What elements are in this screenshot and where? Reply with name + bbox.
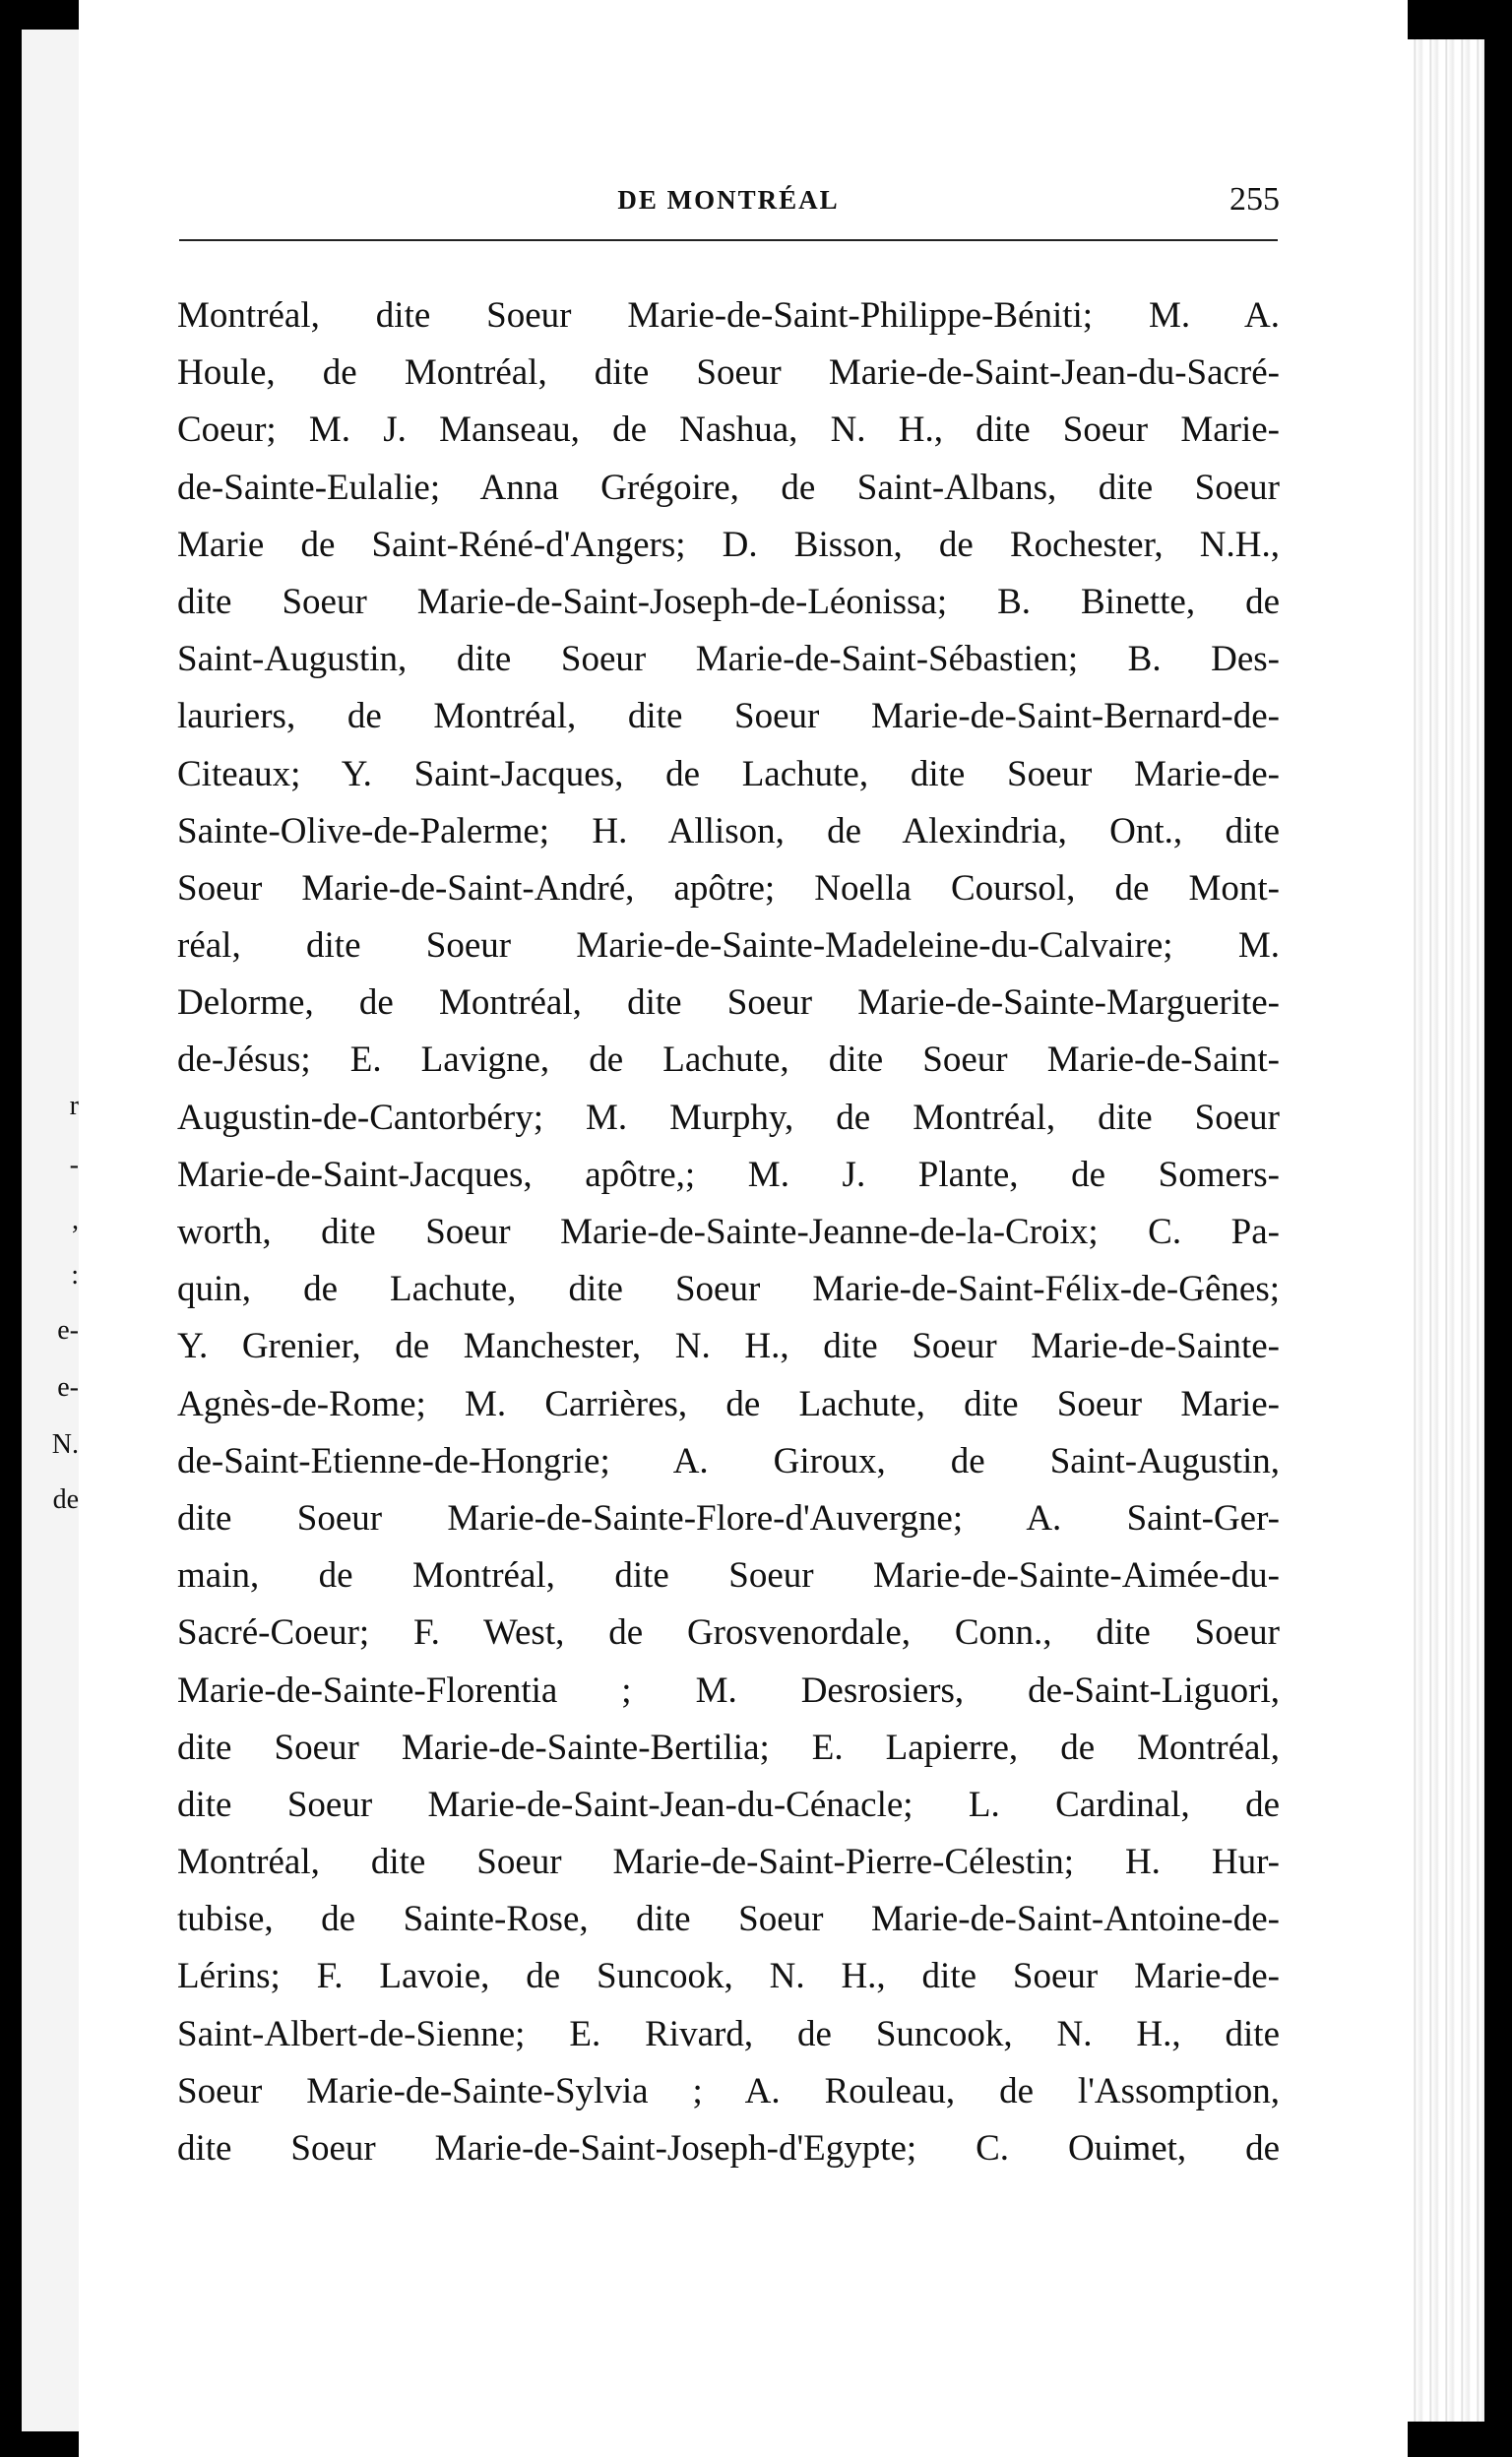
page-stack-edge [1408, 39, 1484, 2422]
text-line: de-Jésus; E. Lavigne, de Lachute, dite Soeur Marie-de-Saint- [177, 1040, 1280, 1081]
page-header [177, 181, 1280, 224]
text-line: tubise, de Sainte-Rose, dite Soeur Marie-de-Saint-Antoine-de- [177, 1899, 1280, 1940]
text-line: dite Soeur Marie-de-Saint-Joseph-d'Egypte; C. Ouimet, de [177, 2128, 1280, 2169]
text-line: Saint-Albert-de-Sienne; E. Rivard, de Suncook, N. H., dite [177, 2013, 1280, 2054]
scan-left-border [0, 0, 22, 2457]
margin-fragment: : [71, 1260, 79, 1291]
text-line: Sainte-Olive-de-Palerme; H. Allison, de Alexindria, Ont., dite [177, 810, 1280, 851]
page-number: 255 [1229, 181, 1280, 218]
text-line: dite Soeur Marie-de-Saint-Joseph-de-Léonissa; B. Binette, de [177, 581, 1280, 622]
text-line: Montréal, dite Soeur Marie-de-Saint-Philippe-Béniti; M. A. [177, 295, 1280, 336]
text-line: dite Soeur Marie-de-Sainte-Flore-d'Auvergne; A. Saint-Ger- [177, 1497, 1280, 1539]
text-line: lauriers, de Montréal, dite Soeur Marie-de-Saint-Bernard-de- [177, 696, 1280, 737]
text-line: Lérins; F. Lavoie, de Suncook, N. H., dite Soeur Marie-de- [177, 1956, 1280, 1997]
text-line: Sacré-Coeur; F. West, de Grosvenordale, Conn., dite Soeur [177, 1612, 1280, 1654]
margin-fragment: - [69, 1150, 79, 1180]
margin-fragment: N. [51, 1429, 79, 1460]
text-line: Agnès-de-Rome; M. Carrières, de Lachute, dite Soeur Marie- [177, 1383, 1280, 1424]
text-line: Soeur Marie-de-Sainte-Sylvia ; A. Rouleau, de l'Assomption, [177, 2070, 1280, 2111]
text-line: dite Soeur Marie-de-Saint-Jean-du-Cénacle; L. Cardinal, de [177, 1784, 1280, 1825]
text-line: Houle, de Montréal, dite Soeur Marie-de-Saint-Jean-du-Sacré- [177, 352, 1280, 394]
text-line: Montréal, dite Soeur Marie-de-Saint-Pierre-Célestin; H. Hur- [177, 1842, 1280, 1883]
facing-page-edge [22, 30, 79, 2431]
text-line: Saint-Augustin, dite Soeur Marie-de-Saint-Sébastien; B. Des- [177, 639, 1280, 680]
text-line: Citeaux; Y. Saint-Jacques, de Lachute, dite Soeur Marie-de- [177, 753, 1280, 794]
running-head: DE MONTRÉAL [617, 185, 840, 215]
text-line: quin, de Lachute, dite Soeur Marie-de-Saint-Félix-de-Gênes; [177, 1269, 1280, 1310]
text-line: dite Soeur Marie-de-Sainte-Bertilia; E. Lapierre, de Montréal, [177, 1727, 1280, 1768]
text-line: Marie de Saint-Réné-d'Angers; D. Bisson, de Rochester, N.H., [177, 524, 1280, 565]
text-line: Augustin-de-Cantorbéry; M. Murphy, de Montréal, dite Soeur [177, 1097, 1280, 1138]
margin-fragment: e- [57, 1372, 79, 1403]
scan-right-border [1484, 0, 1512, 2457]
margin-fragment: e- [57, 1315, 79, 1346]
text-line: Y. Grenier, de Manchester, N. H., dite Soeur Marie-de-Sainte- [177, 1326, 1280, 1367]
text-line: de-Saint-Etienne-de-Hongrie; A. Giroux, de Saint-Augustin, [177, 1440, 1280, 1481]
book-page [79, 0, 1408, 2457]
text-line: réal, dite Soeur Marie-de-Sainte-Madeleine-du-Calvaire; M. [177, 925, 1280, 967]
text-line: Coeur; M. J. Manseau, de Nashua, N. H., dite Soeur Marie- [177, 410, 1280, 451]
text-line: main, de Montréal, dite Soeur Marie-de-Sainte-Aimée-du- [177, 1555, 1280, 1597]
text-line: Soeur Marie-de-Saint-André, apôtre; Noella Coursol, de Mont- [177, 867, 1280, 909]
text-line: Delorme, de Montréal, dite Soeur Marie-de-Sainte-Marguerite- [177, 982, 1280, 1024]
text-line: Marie-de-Sainte-Florentia ; M. Desrosiers, de-Saint-Liguori, [177, 1670, 1280, 1711]
text-line: worth, dite Soeur Marie-de-Sainte-Jeanne-de-la-Croix; C. Pa- [177, 1212, 1280, 1252]
text-line: de-Sainte-Eulalie; Anna Grégoire, de Saint-Albans, dite Soeur [177, 467, 1280, 508]
margin-fragment: , [72, 1205, 79, 1235]
text-line: Marie-de-Saint-Jacques, apôtre,; M. J. Plante, de Somers- [177, 1154, 1280, 1195]
body-text [177, 287, 1280, 2177]
margin-fragment: r [69, 1091, 79, 1121]
header-rule [179, 239, 1278, 241]
margin-fragment: de [52, 1484, 79, 1515]
